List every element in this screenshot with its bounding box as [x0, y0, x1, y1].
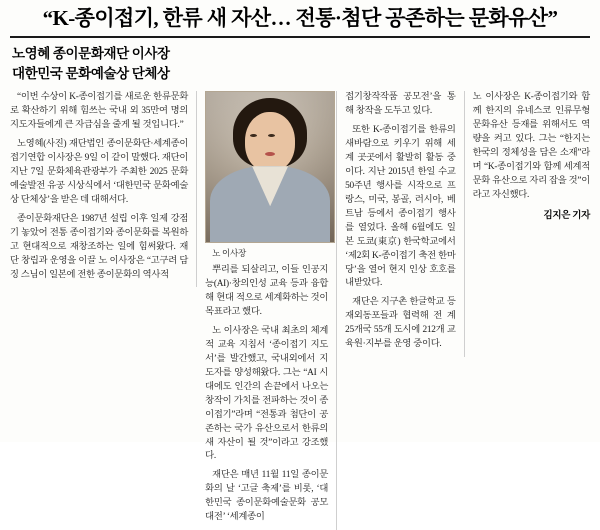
paragraph: 또한 K-종이접기를 한류의 새바람으로 키우기 위해 세계 곳곳에서 활발히 활동 중이다. 지난 2015년 한일 수교 50주년 행사를 시작으로 프랑스, 미국, 봉골, 러시아, 베트남 등에서 종이접기 행사를 열었다. 올해 6월에도 일본 도쿄(東京) 한국학교에서 ‘제2회 K-종이접기 축전 한마당’을 열어 현지 인상 호호를 내받았다.: [345, 125, 456, 289]
photo-lips: [265, 152, 275, 156]
photo-face: [245, 112, 295, 172]
article-column-4: [465, 91, 590, 223]
paragraph: 종이문화재단은 1987년 설립 이후 일제 강점기 놓았어 전통 종이접기와 종이문화를 복원하고 현대적으로 재창조하는 일에 힘써왔다. 재단 창립과 운영을 이끌 노 이사장은 “고구려 담징 스님이 일본에 전한 종이문화의 역사적: [10, 213, 189, 280]
headline-section: [10, 6, 590, 38]
page-title: “K-종이접기, 한류 새 자산… 전통·첨단 공존하는 문화유산”: [42, 6, 558, 30]
photo-caption: 노 이사장: [212, 248, 246, 259]
subhead-line-1: 노영혜 종이문화재단 이사장: [12, 46, 170, 62]
article-photo: [205, 91, 335, 243]
paragraph: 재단은 지구촌 한글학교 등 재외동포들과 협력해 전 계 25개국 55개 도시에 212개 교육원·지부를 운영 중이다.: [345, 297, 456, 350]
paragraph: 노영혜(사진) 재단법인 종이문화단·세계종이접기연합 이사장은 9일 이 같이 말했다. 재단이 지난 7일 문화체육관광부가 주최한 2025 문화예술발전 유공 시상식에서 ‘대한민국 문화예술상 단체상’을 받은 데 대해서다.: [10, 139, 189, 205]
paragraph: 뿌리를 되살리고, 이들 인공지능(AI)·창의인성 교육 등과 융합해 현대 적으로 세계화하는 것이 목표라고 했다.: [205, 265, 329, 318]
paragraph: 접기창작작품 공모전’을 통해 창작을 도두고 있다.: [345, 92, 456, 117]
article-column-1: [10, 91, 197, 287]
paragraph: 노 이사장은 국내 최초의 체계적 교육 지침서 ‘종이접기 지도서’를 발간했고, 국내외에서 지도자를 양성해왔다. 그는 “AI 시대에도 인간의 손끝에서 나오는 창작이 가치를 전파하는 것이 종이접기”라며 “전통과 첨단이 공존하는 국가 유산으로서 한류의 새 자산이 될 것”이라고 강조했다.: [205, 326, 329, 462]
paragraph: “이번 수상이 K-종이접기를 새로운 한류문화로 확산하기 위해 힘쓰는 국내 외 35만여 명의 지도자들에게 큰 자급심을 줄게 될 것입니다.”: [10, 92, 189, 131]
article-columns: [10, 91, 590, 523]
reporter-byline: 김지은 기자: [543, 210, 590, 221]
subhead-line-2: 대한민국 문화예술상 단체상: [12, 65, 170, 81]
article-column-3: [337, 91, 464, 357]
article-column-2: [197, 91, 337, 530]
paragraph: 노 이사장은 K-종이접기와 함께 한지의 유네스코 인류무형문화유산 등재를 위해서도 역량을 켜고 있다. 그는 “한지는 한국의 정체성을 담은 소재”라며 “K-종이접기와 함께 세계적 문화 유산으로 자리 잡을 것”이라고 자신했다.: [472, 92, 590, 200]
subhead: [12, 44, 200, 83]
paragraph: 재단은 매년 11월 11일 종이문화의 날 ‘고글 축제’를 비롯, ‘대한민국 종이문화예술문화 공모대전’ ‘세계종이: [205, 470, 329, 523]
